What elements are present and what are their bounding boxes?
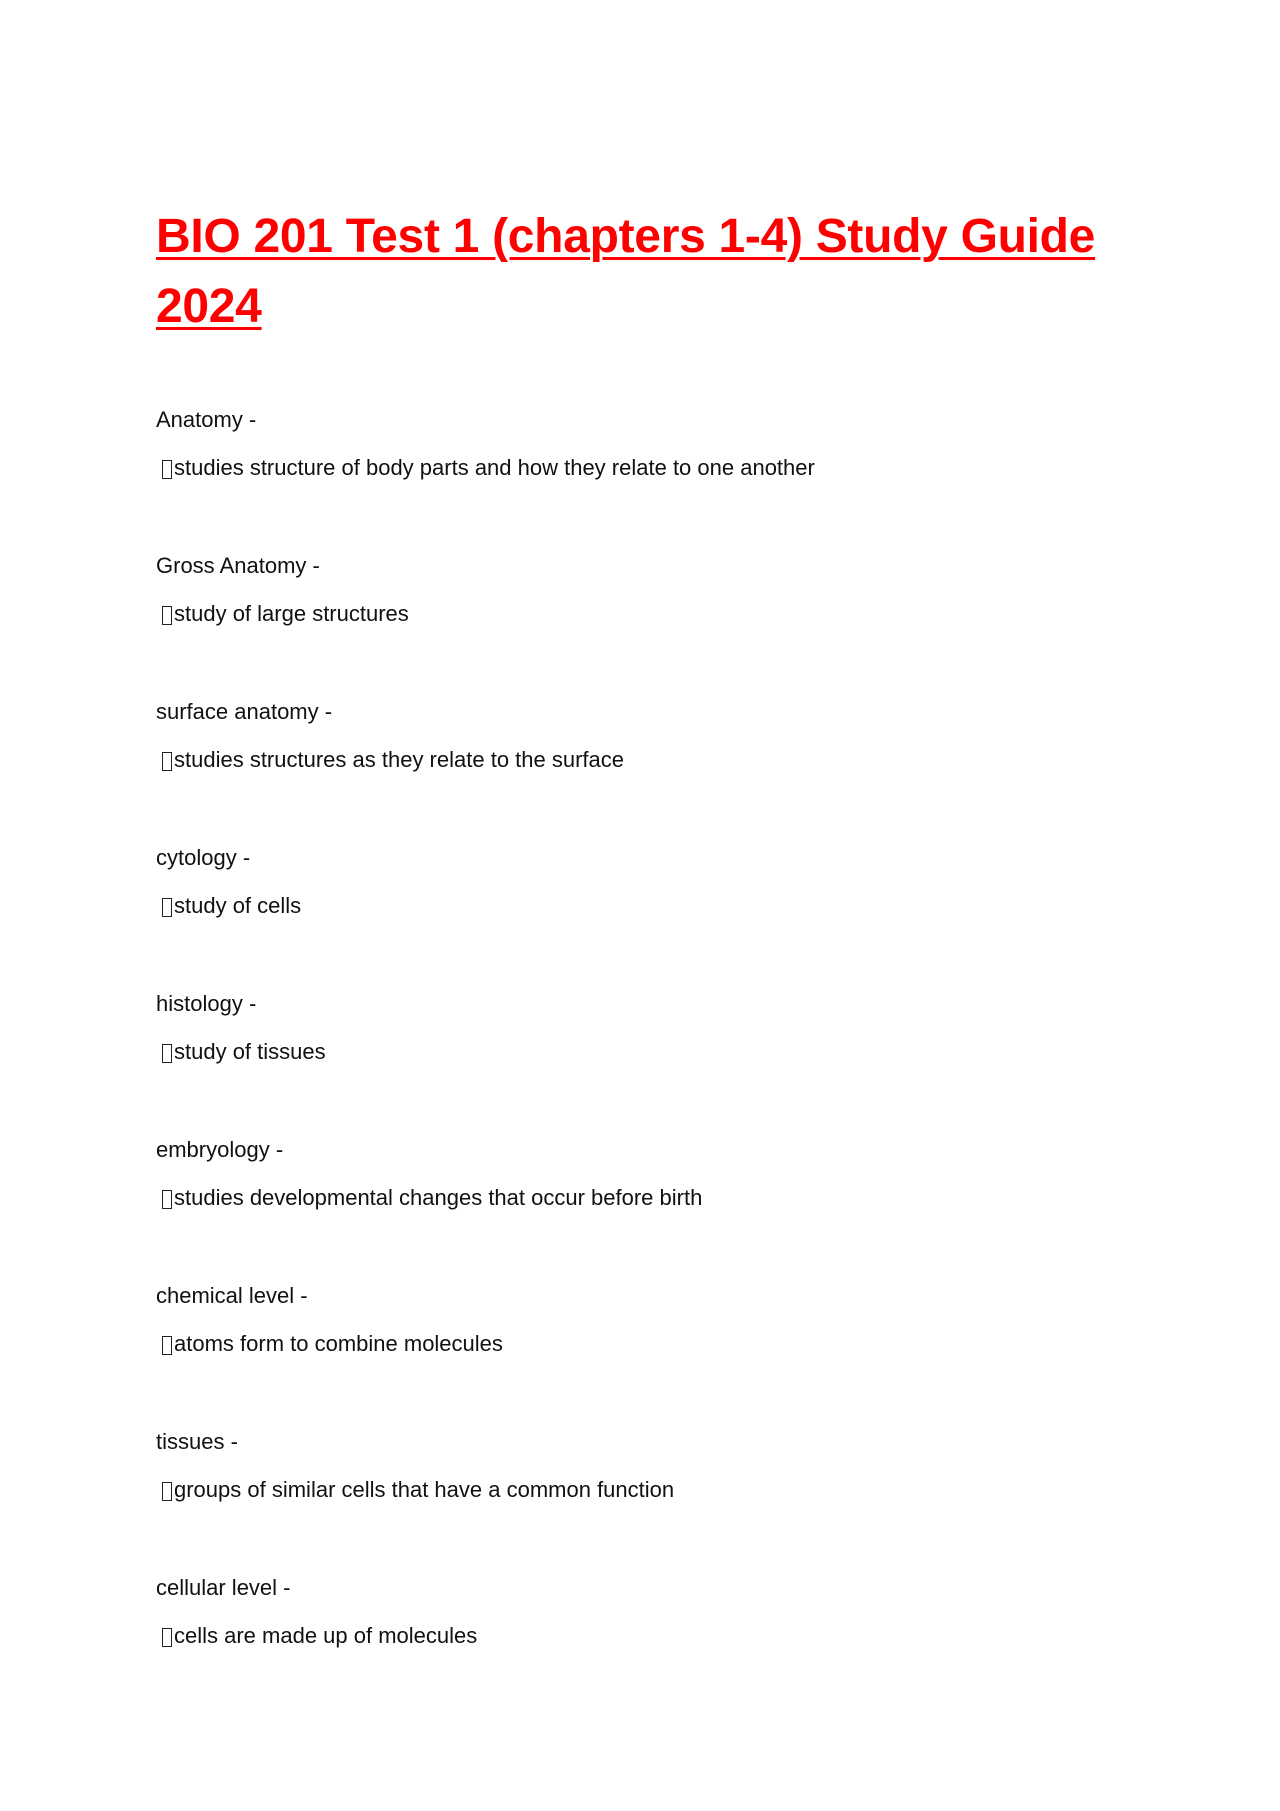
entry-term: Anatomy - bbox=[156, 407, 257, 432]
entry-term: chemical level - bbox=[156, 1283, 308, 1308]
study-entry bbox=[156, 696, 1156, 842]
study-entry bbox=[156, 988, 1156, 1134]
entry-definition-row bbox=[162, 598, 409, 630]
entry-definition-row bbox=[162, 890, 301, 922]
entry-term: tissues - bbox=[156, 1429, 238, 1454]
entry-definition: studies developmental changes that occur before birth bbox=[174, 1185, 703, 1210]
study-entry bbox=[156, 1134, 1156, 1280]
entry-definition: studies structure of body parts and how they relate to one another bbox=[174, 455, 815, 480]
missing-glyph-icon bbox=[162, 1482, 172, 1501]
entry-definition: study of large structures bbox=[174, 601, 409, 626]
entry-term: Gross Anatomy - bbox=[156, 553, 320, 578]
missing-glyph-icon bbox=[162, 1044, 172, 1063]
entry-definition: studies structures as they relate to the surface bbox=[174, 747, 625, 772]
study-entry bbox=[156, 404, 1156, 550]
document-title: BIO 201 Test 1 (chapters 1-4) Study Guide 2024 bbox=[156, 210, 1096, 333]
study-entry bbox=[156, 1572, 1156, 1718]
entry-definition-row bbox=[162, 1182, 702, 1214]
entry-term: cellular level - bbox=[156, 1575, 291, 1600]
entry-definition: study of cells bbox=[174, 893, 302, 918]
entry-term: cytology - bbox=[156, 845, 251, 870]
missing-glyph-icon bbox=[162, 606, 172, 625]
missing-glyph-icon bbox=[162, 1190, 172, 1209]
entry-term: surface anatomy - bbox=[156, 699, 333, 724]
missing-glyph-icon bbox=[162, 460, 172, 479]
study-guide-entries bbox=[156, 404, 1156, 1718]
entry-definition: study of tissues bbox=[174, 1039, 326, 1064]
study-entry bbox=[156, 842, 1156, 988]
entry-definition: cells are made up of molecules bbox=[174, 1623, 478, 1648]
missing-glyph-icon bbox=[162, 752, 172, 771]
missing-glyph-icon bbox=[162, 898, 172, 917]
entry-term: embryology - bbox=[156, 1137, 284, 1162]
entry-definition-row bbox=[162, 1036, 326, 1068]
missing-glyph-icon bbox=[162, 1336, 172, 1355]
study-entry bbox=[156, 1280, 1156, 1426]
entry-definition-row bbox=[162, 1474, 674, 1506]
entry-definition: atoms form to combine molecules bbox=[174, 1331, 503, 1356]
entry-definition-row bbox=[162, 744, 624, 776]
study-entry bbox=[156, 550, 1156, 696]
entry-definition-row bbox=[162, 452, 815, 484]
entry-definition: groups of similar cells that have a common function bbox=[174, 1477, 675, 1502]
entry-term: histology - bbox=[156, 991, 257, 1016]
entry-definition-row bbox=[162, 1620, 477, 1652]
missing-glyph-icon bbox=[162, 1628, 172, 1647]
study-entry bbox=[156, 1426, 1156, 1572]
entry-definition-row bbox=[162, 1328, 503, 1360]
